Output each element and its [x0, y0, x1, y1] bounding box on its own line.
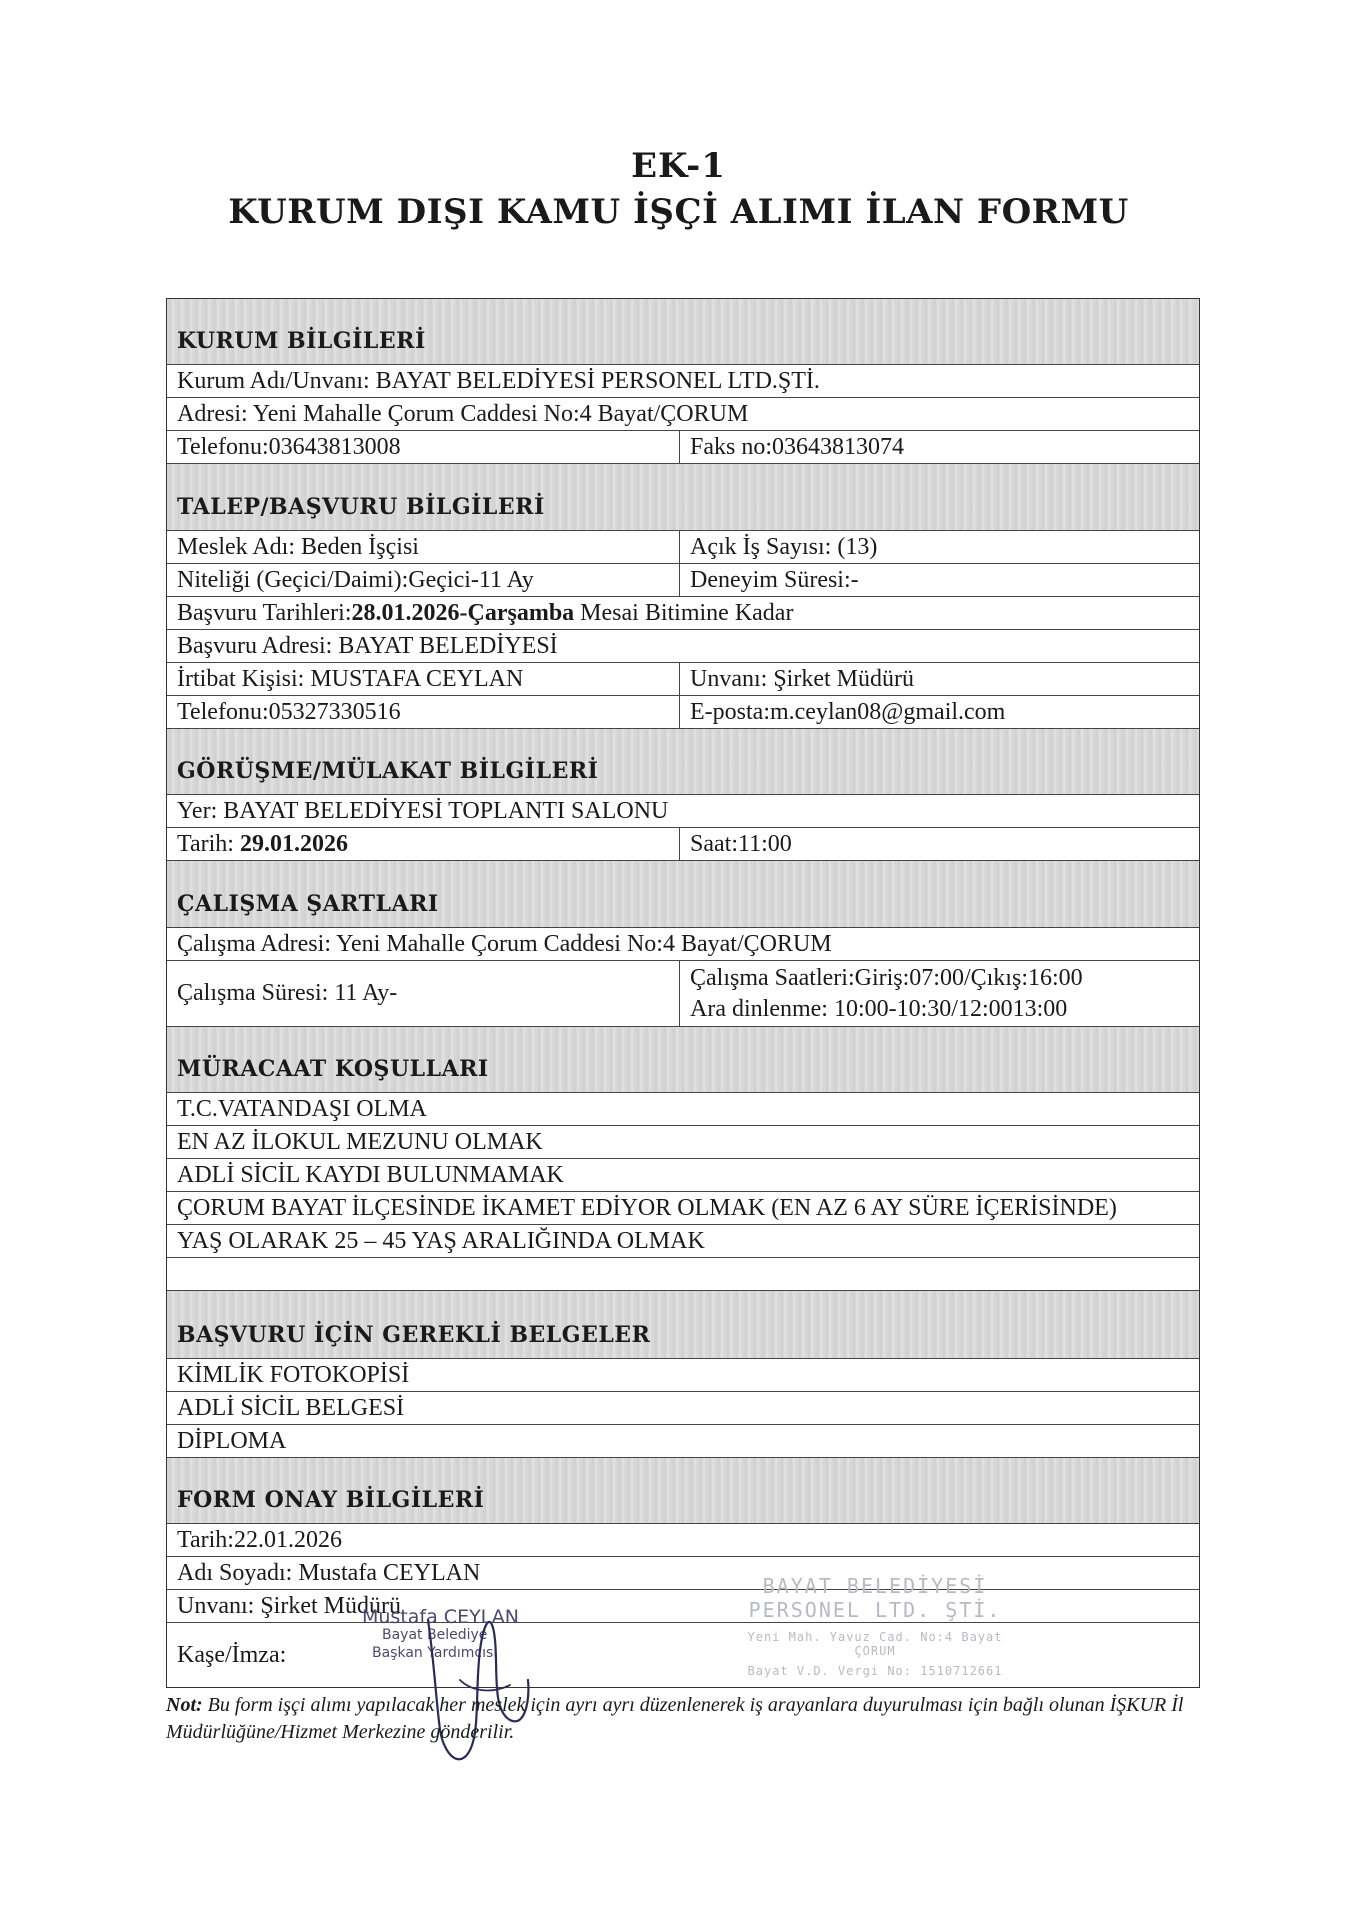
approval-date-row: [167, 1524, 1199, 1557]
application-dates: [167, 597, 1199, 629]
openings: Açık İş Sayısı: (13): [679, 531, 1199, 563]
talep-dates-row: [167, 597, 1199, 630]
condition-item: ADLİ SİCİL KAYDI BULUNMAMAK: [177, 1161, 564, 1188]
contact-person: İrtibat Kişisi: MUSTAFA CEYLAN: [177, 665, 524, 692]
annex-label: EK-1: [631, 146, 726, 186]
condition-row: [167, 1159, 1199, 1192]
stamp-tax: Bayat V.D. Vergi No: 1510712661: [747, 1664, 1003, 1678]
document-row: [167, 1359, 1199, 1392]
interview-date-row: [167, 828, 1199, 861]
section-belgeler: [167, 1291, 1199, 1359]
talep-address-row: [167, 630, 1199, 663]
kurum-address-row: [167, 398, 1199, 431]
application-date: 28.01.2026-Çarşamba: [351, 599, 575, 626]
stamp-company: BAYAT BELEDİYESİ PERSONEL LTD. ŞTİ.: [748, 1574, 1002, 1622]
section-muracaat: [167, 1027, 1199, 1093]
document-row: [167, 1425, 1199, 1458]
section-talep: [167, 464, 1199, 531]
section-muracaat-title: MÜRACAAT KOŞULLARI: [177, 1056, 489, 1082]
kurum-contact-row: [167, 431, 1199, 464]
contact-phone: Telefonu:05327330516: [177, 698, 401, 725]
kurum-address: Adresi: Yeni Mahalle Çorum Caddesi No:4 Bayat/ÇORUM: [177, 400, 749, 427]
work-hours-row: [167, 961, 1199, 1027]
talep-contact-row: [167, 663, 1199, 696]
condition-row: [167, 1126, 1199, 1159]
kurum-name-row: [167, 365, 1199, 398]
section-onay: [167, 1458, 1199, 1524]
contact-title: Unvanı: Şirket Müdürü: [679, 663, 1199, 695]
nature: Niteliği (Geçici/Daimi):Geçici-11 Ay: [177, 566, 534, 593]
interview-date-value: 29.01.2026: [239, 830, 348, 857]
condition-item: ÇORUM BAYAT İLÇESİNDE İKAMET EDİYOR OLMAK (EN AZ 6 AY SÜRE İÇERİSİNDE): [177, 1194, 1117, 1221]
condition-item: YAŞ OLARAK 25 – 45 YAŞ ARALIĞINDA OLMAK: [177, 1227, 705, 1254]
approval-name-row: [167, 1557, 1199, 1590]
occupation: Meslek Adı: Beden İşçisi: [177, 533, 419, 560]
stamp-signature-label: Kaşe/İmza:: [177, 1641, 287, 1668]
section-calisma-title: ÇALIŞMA ŞARTLARI: [177, 891, 439, 917]
document-row: [167, 1392, 1199, 1425]
work-hours: Çalışma Saatleri:Giriş:07:00/Çıkış:16:00: [690, 964, 1083, 991]
contact-email: E-posta:m.ceylan08@gmail.com: [679, 696, 1199, 728]
approval-title: Unvanı: Şirket Müdürü: [177, 1592, 401, 1619]
section-gorusme: [167, 729, 1199, 795]
footnote-label: Not:: [166, 1694, 203, 1716]
footnote: [166, 1692, 1226, 1746]
form-title: KURUM DIŞI KAMU İŞÇİ ALIMI İLAN FORMU: [228, 192, 1129, 232]
section-kurum-title: KURUM BİLGİLERİ: [177, 328, 426, 354]
section-onay-title: FORM ONAY BİLGİLERİ: [177, 1487, 485, 1513]
interview-date: [167, 828, 679, 860]
condition-row: [167, 1093, 1199, 1126]
section-belgeler-title: BAŞVURU İÇİN GEREKLİ BELGELER: [177, 1322, 651, 1348]
work-address-row: [167, 928, 1199, 961]
signer-line-1: Bayat Belediye: [382, 1627, 488, 1643]
approval-title-row: [167, 1590, 1199, 1623]
work-duration: Çalışma Süresi: 11 Ay-: [177, 980, 398, 1006]
approval-name: Adı Soyadı: Mustafa CEYLAN: [177, 1559, 481, 1586]
interview-date-label: Tarih:: [177, 830, 240, 857]
approval-stamp-row: [167, 1623, 1199, 1687]
document-item: DİPLOMA: [177, 1427, 287, 1454]
talep-row-2: [167, 564, 1199, 597]
stamp-address: Yeni Mah. Yavuz Cad. No:4 Bayat ÇORUM: [747, 1630, 1003, 1658]
document-item: KİMLİK FOTOKOPİSİ: [177, 1361, 410, 1388]
announcement-form: [166, 298, 1200, 1688]
work-hours-cell: [679, 961, 1199, 1026]
kurum-fax: Faks no:03643813074: [679, 431, 1199, 463]
experience: Deneyim Süresi:-: [679, 564, 1199, 596]
company-stamp: [725, 1574, 1025, 1678]
application-dates-rest: Mesai Bitimine Kadar: [574, 599, 794, 626]
handwritten-signature: [400, 1580, 560, 1780]
section-talep-title: TALEP/BAŞVURU BİLGİLERİ: [177, 494, 545, 520]
section-kurum: [167, 299, 1199, 365]
condition-row: [167, 1192, 1199, 1225]
signer-line-2: Başkan Yardımcısı: [372, 1645, 498, 1661]
application-dates-label: Başvuru Tarihleri:: [177, 599, 352, 626]
interview-place-row: [167, 795, 1199, 828]
interview-time: Saat:11:00: [679, 828, 1199, 860]
talep-phone-row: [167, 696, 1199, 729]
kurum-phone: Telefonu:03643813008: [177, 433, 401, 460]
condition-item: T.C.VATANDAŞI OLMA: [177, 1095, 427, 1122]
signer-name: Mustafa CEYLAN: [362, 1606, 519, 1628]
work-address: Çalışma Adresi: Yeni Mahalle Çorum Caddesi No:4 Bayat/ÇORUM: [177, 930, 832, 957]
document-item: ADLİ SİCİL BELGESİ: [177, 1394, 405, 1421]
section-calisma: [167, 861, 1199, 928]
condition-item: EN AZ İLOKUL MEZUNU OLMAK: [177, 1128, 543, 1155]
kurum-name: Kurum Adı/Unvanı: BAYAT BELEDİYESİ PERSONEL LTD.ŞTİ.: [177, 367, 820, 394]
approval-date: Tarih:22.01.2026: [177, 1526, 342, 1553]
application-address: Başvuru Adresi: BAYAT BELEDİYESİ: [177, 632, 558, 659]
condition-row: [167, 1225, 1199, 1258]
footnote-text: Bu form işçi alımı yapılacak her meslek için ayrı ayrı düzenlenerek iş arayanlara duyurulması için bağlı olunan İŞKUR İl Müdürlüğüne/Hizmet Merkezine gönderilir.: [166, 1694, 1189, 1743]
condition-row-empty: [167, 1258, 1199, 1291]
work-break: Ara dinlenme: 10:00-10:30/12:0013:00: [690, 995, 1068, 1022]
interview-place: Yer: BAYAT BELEDİYESİ TOPLANTI SALONU: [177, 797, 669, 824]
section-gorusme-title: GÖRÜŞME/MÜLAKAT BİLGİLERİ: [177, 758, 599, 784]
talep-row-1: [167, 531, 1199, 564]
